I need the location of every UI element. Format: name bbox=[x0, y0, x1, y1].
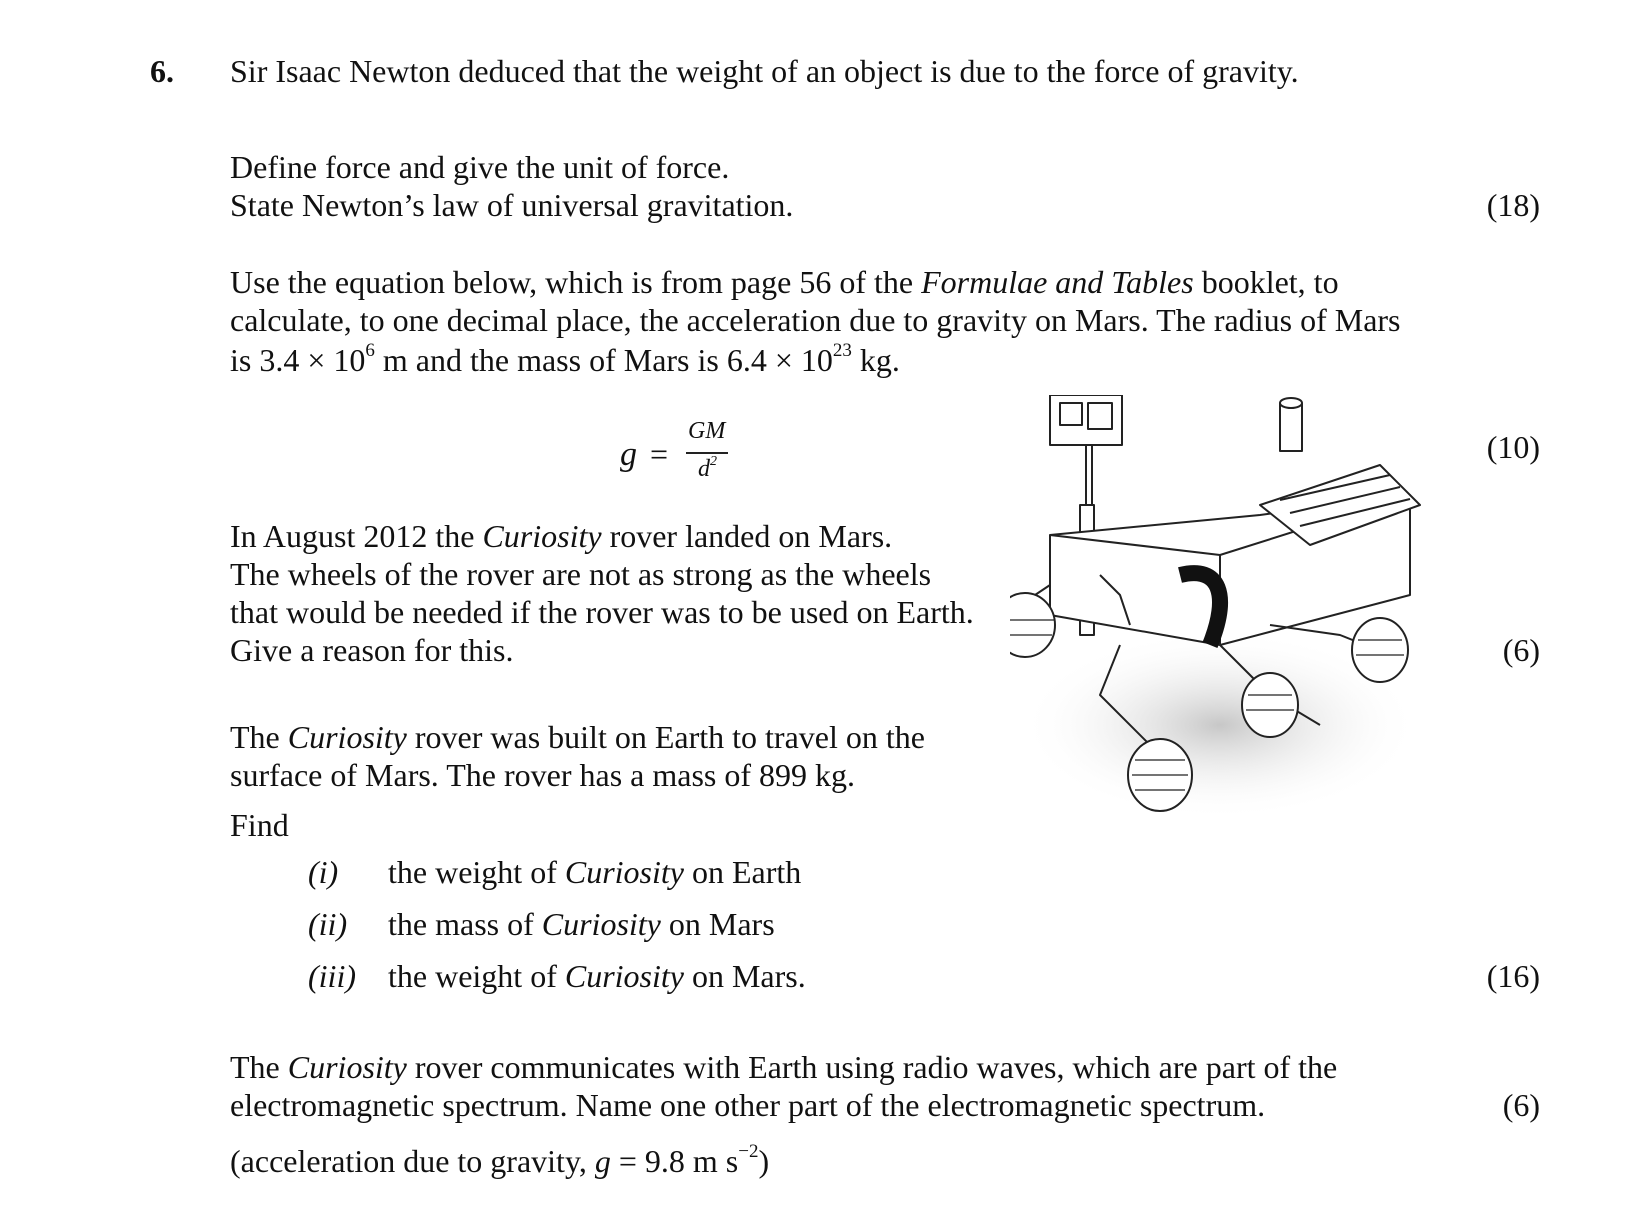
question-intro: Sir Isaac Newton deduced that the weight of an object is due to the force of gravity. bbox=[230, 53, 1299, 89]
formula-denominator: $d^2$ bbox=[698, 454, 717, 482]
fraction-bar bbox=[686, 452, 728, 454]
sub-item-label: (ii) bbox=[308, 906, 348, 942]
part-c-line3: that would be needed if the rover was to be used on Earth. bbox=[230, 594, 974, 630]
formula-lhs: g bbox=[620, 436, 637, 473]
part-b-line3: is $3.4 \times 10^6$ m and the mass of Mars is $6.4 \times 10^{23}$ kg. bbox=[230, 340, 900, 378]
curiosity-rover-illustration bbox=[1010, 395, 1490, 875]
gravity-formula bbox=[620, 418, 740, 488]
part-e-line2: electromagnetic spectrum. Name one other part of the electromagnetic spectrum. bbox=[230, 1087, 1266, 1123]
question-number: 6. bbox=[150, 53, 174, 89]
part-b-line2: calculate, to one decimal place, the acceleration due to gravity on Mars. The radius of Mars bbox=[230, 302, 1401, 338]
part-c-marks: (6) bbox=[1502, 632, 1540, 668]
part-a-marks: (18) bbox=[1486, 187, 1540, 223]
part-a-line1: Define force and give the unit of force. bbox=[230, 149, 730, 185]
part-c-line4: Give a reason for this. bbox=[230, 632, 514, 668]
part-d-line2: surface of Mars. The rover has a mass of 899 kg. bbox=[230, 757, 855, 793]
part-b-line1: Use the equation below, which is from page 56 of the Formulae and Tables booklet, to bbox=[230, 264, 1339, 300]
sub-item-label: (iii) bbox=[308, 958, 356, 994]
part-d-marks: (16) bbox=[1486, 958, 1540, 994]
sub-item-text: the weight of Curiosity on Earth bbox=[388, 854, 802, 890]
part-e-line1: The Curiosity rover communicates with Earth using radio waves, which are part of the bbox=[230, 1049, 1338, 1085]
part-d-find: Find bbox=[230, 807, 289, 843]
sub-item-label: (i) bbox=[308, 854, 339, 890]
sub-item-text: the mass of Curiosity on Mars bbox=[388, 906, 775, 942]
sub-item-text: the weight of Curiosity on Mars. bbox=[388, 958, 806, 994]
part-a-line2: State Newton’s law of universal gravitation. bbox=[230, 187, 794, 223]
part-c-line1: In August 2012 the Curiosity rover landed on Mars. bbox=[230, 518, 893, 554]
part-d-line1: The Curiosity rover was built on Earth to travel on the bbox=[230, 719, 925, 755]
formula-equals: = bbox=[650, 436, 669, 472]
part-e-marks: (6) bbox=[1502, 1087, 1540, 1123]
gravity-footnote: (acceleration due to gravity, g = 9.8 m $s^{-2}$) bbox=[230, 1141, 770, 1179]
part-c-line2: The wheels of the rover are not as strong as the wheels bbox=[230, 556, 932, 592]
formula-numerator: GM bbox=[688, 418, 726, 444]
part-b-marks: (10) bbox=[1486, 429, 1540, 465]
